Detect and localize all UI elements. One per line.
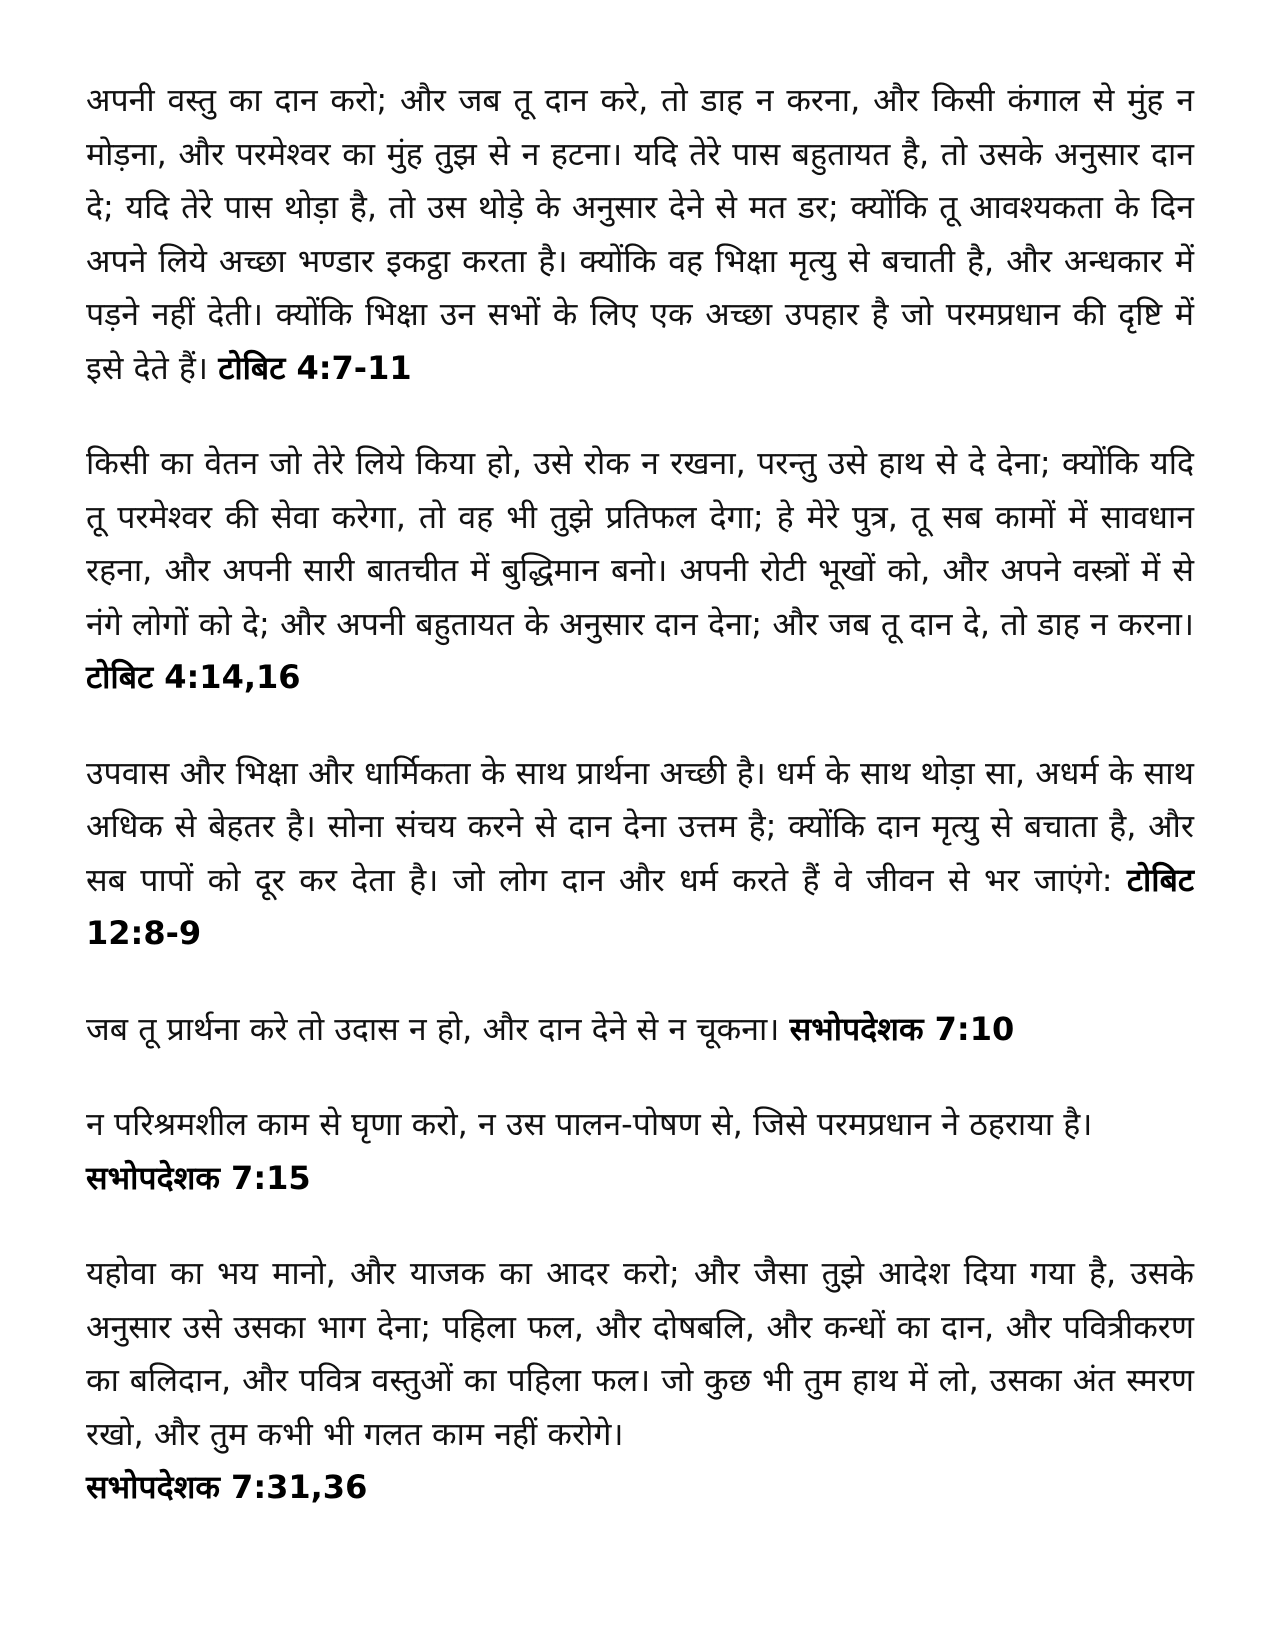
scripture-reference: टोबिट 4:7-11	[218, 348, 412, 387]
scripture-reference: टोबिट 12:8-9	[86, 860, 1194, 952]
passage-sirach-7-10	[86, 1003, 1194, 1057]
passage-tobit-4-14-16	[86, 437, 1194, 705]
scripture-reference: सभोपदेशक 7:10	[789, 1009, 1015, 1048]
passage-sirach-7-15	[86, 1098, 1194, 1205]
document-page	[86, 74, 1194, 1557]
passage-tobit-4-7-11	[86, 74, 1194, 395]
passage-text: अपनी वस्तु का दान करो; और जब तू दान करे, तो डाह न करना, और किसी कंगाल से मुंह न मोड़ना, और परमेश्वर का मुंह तुझ से न हटना। यदि तेरे पास बहुतायत है, तो उसके अनुसार दान दे; यदि तेरे पास थोड़ा है, तो उस थोड़े के अनुसार देने से मत डर; क्योंकि तू आवश्यकता के दिन अपने लिये अच्छा भण्डार इकट्ठा करता है। क्योंकि वह भिक्षा मृत्यु से बचाती है, और अन्धकार में पड़ने नहीं देती। क्योंकि भिक्षा उन सभों के लिए एक अच्छा उपहार है जो परमप्रधान की दृष्टि में इसे देते हैं।	[86, 81, 1194, 387]
passage-text: यहोवा का भय मानो, और याजक का आदर करो; और जैसा तुझे आदेश दिया गया है, उसके अनुसार उसे उसका भाग देना; पहिला फल, और दोषबलि, और कन्धों का दान, और पवित्रीकरण का बलिदान, और पवित्र वस्तुओं का पहिला फल। जो कुछ भी तुम हाथ में लो, उसका अंत स्मरण रखो, और तुम कभी भी गलत काम नहीं करोगे।	[86, 1254, 1194, 1453]
passage-text: जब तू प्रार्थना करे तो उदास न हो, और दान देने से न चूकना।	[86, 1009, 780, 1048]
passage-text: न परिश्रमशील काम से घृणा करो, न उस पालन-पोषण से, जिसे परमप्रधान ने ठहराया है।	[86, 1105, 1093, 1143]
scripture-reference: सभोपदेशक 7:31,36	[86, 1468, 368, 1506]
passage-text: किसी का वेतन जो तेरे लिये किया हो, उसे रोक न रखना, परन्तु उसे हाथ से दे देना; क्योंकि यदि तू परमेश्वर की सेवा करेगा, तो वह भी तुझे प्रतिफल देगा; हे मेरे पुत्र, तू सब कामों में सावधान रहना, और अपनी सारी बातचीत में बुद्धिमान बनो। अपनी रोटी भूखों को, और अपने वस्त्रों में से नंगे लोगों को दे; और अपनी बहुतायत के अनुसार दान देना; और जब तू दान दे, तो डाह न करना।	[86, 444, 1194, 643]
passage-tobit-12-8-9	[86, 747, 1194, 961]
scripture-reference: सभोपदेशक 7:15	[86, 1158, 311, 1197]
passage-sirach-7-31-36	[86, 1247, 1194, 1515]
scripture-reference: टोबिट 4:14,16	[86, 658, 301, 696]
passage-text: उपवास और भिक्षा और धार्मिकता के साथ प्रार्थना अच्छी है। धर्म के साथ थोड़ा सा, अधर्म के साथ अधिक से बेहतर है। सोना संचय करने से दान देना उत्तम है; क्योंकि दान मृत्यु से बचाता है, और सब पापों को दूर कर देता है। जो लोग दान और धर्म करते हैं वे जीवन से भर जाएंगे:	[86, 753, 1194, 899]
